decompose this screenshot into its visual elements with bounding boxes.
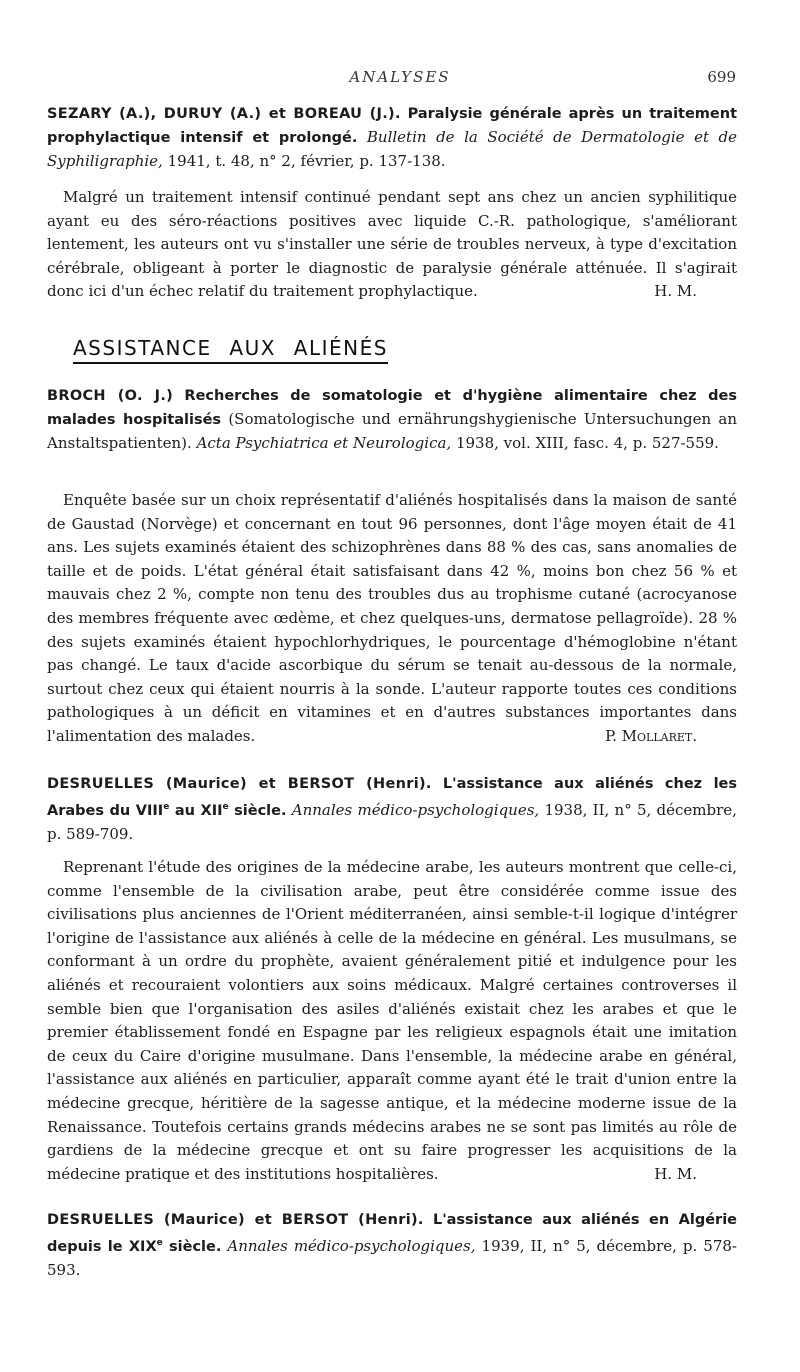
title-part: L'assistance aux aliénés en Algérie depuis le XIX	[47, 1212, 737, 1255]
entry-title: Recherches de somatologie et d'hygiène alimentaire chez des malades hospitalisés	[47, 388, 737, 428]
entry-subtitle: (Somatologische und ernährungshygienische Untersuchungen an Anstaltspatienten).	[47, 410, 737, 452]
title-superscript: e	[222, 802, 229, 812]
signature: H. M.	[654, 282, 697, 301]
reference-entry-2	[47, 384, 737, 455]
signature: P. Mollaret.	[605, 726, 697, 745]
section-heading: ASSISTANCE AUX ALIÉNÉS	[73, 336, 388, 364]
abstract-text: Enquête basée sur un choix représentatif d'aliénés hospitalisés dans la maison de santé de Gaustad (Norvège) et concernant en tout 96 personnes, dont l'âge moyen était de 41 ans. Les sujets examinés étaient des schizophrènes dans 88 % des cas, sans anomalies de taille et de poids. L'état général était satisfaisant dans 42 %, moins bon chez 56 % et mauvais chez 2 %, compte non tenu des troubles dus au trophisme cutané (acrocyanose des membres fréquente avec œdème, et chez quelques-uns, dermatose pellagroïde). 28 % des sujets examinés étaient hypochlorhydriques, le pourcentage d'hémoglobine n'étant pas changé. Le taux d'acide ascorbique du sérum se tenait au-dessous de la normale, surtout chez ceux qui étaient nourris à la sonde. L'auteur rapporte toutes ces conditions pathologiques à un déficit en vitamines et en d'autres substances importantes dans l'alimentation des malades.	[47, 491, 737, 745]
title-superscript: e	[163, 802, 170, 812]
title-part: siècle.	[162, 1238, 222, 1255]
abstract-text: Malgré un traitement intensif continué pendant sept ans chez un ancien syphilitique ayant eu des séro-réactions positives avec liquide C.-R. pathologique, s'améliorant lentement, les auteurs ont vu s'installer une série de troubles nerveux, à type d'excitation cérébrale, obligeant à porter le diagnostic de paralysie générale atténuée. Il s'agirait donc ici d'un échec relatif du traitement prophylactique.	[47, 188, 737, 301]
abstract-1	[47, 186, 737, 304]
entry-journal: Acta Psychiatrica et Neurologica,	[196, 434, 452, 452]
reference-entry-1	[47, 102, 737, 173]
abstract-3	[47, 856, 737, 1186]
page-number: 699	[707, 68, 736, 86]
entry-journal: Bulletin de la Société de Dermatologie et de Syphiligraphie,	[47, 128, 737, 170]
entry-details: 1941, t. 48, n° 2, février, p. 137-138.	[167, 152, 446, 170]
entry-authors: BROCH (O. J.)	[47, 388, 174, 404]
running-title: ANALYSES	[349, 68, 451, 86]
entry-details: 1939, II, n° 5, décembre, p. 578-593.	[47, 1236, 737, 1279]
title-part: siècle.	[228, 802, 287, 819]
entry-authors: SEZARY (A.), DURUY (A.) et BOREAU (J.).	[47, 106, 401, 122]
reference-entry-3	[47, 772, 737, 846]
entry-authors: DESRUELLES (Maurice) et BERSOT (Henri).	[47, 776, 432, 792]
title-superscript: e	[156, 1238, 163, 1248]
abstract-2	[47, 489, 737, 749]
entry-journal: Annales médico-psychologiques,	[227, 1236, 476, 1255]
signature: H. M.	[654, 1164, 697, 1183]
abstract-text: Reprenant l'étude des origines de la médecine arabe, les auteurs montrent que celle-ci, comme l'ensemble de la civilisation arabe, peut être considérée comme issue des civilisations plus anciennes de l'Orient méditerranéen, ainsi semble-t-il logique d'intégrer l'origine de l'assistance aux aliénés à celle de la médecine en général. Les musulmans, se conformant à un ordre du prophète, avaient généralement pitié et indulgence pour les aliénés et recouraient volontiers aux soins médicaux. Malgré certaines controverses il semble bien que l'organisation des asiles d'aliénés existait chez les arabes et que le premier établissement fondé en Espagne par les religieux espagnols était une imitation de ceux du Caire d'origine musulmane. Dans l'ensemble, la médecine arabe en général, l'assistance aux aliénés en particulier, apparaît comme ayant été le trait d'union entre la médecine grecque, héritière de la sagesse antique, et la médecine moderne issue de la Renaissance. Toutefois certains grands médecins arabes ne se sont pas limités au rôle de gardiens de la médecine grecque et ont su faire progresser les acquisitions de la médecine pratique et des institutions hospitalières.	[47, 858, 737, 1183]
title-part: au XII	[169, 802, 223, 819]
title-part: L'assistance aux aliénés chez les Arabes du VIII	[47, 776, 738, 819]
reference-entry-4	[47, 1208, 737, 1282]
entry-title: Paralysie générale après un traitement prophylactique intensif et prolongé.	[47, 106, 738, 146]
entry-authors: DESRUELLES (Maurice) et BERSOT (Henri).	[47, 1212, 424, 1228]
entry-details: 1938, II, n° 5, décembre, p. 589-709.	[47, 800, 737, 843]
entry-journal: Annales médico-psychologiques,	[291, 800, 540, 819]
entry-details: 1938, vol. XIII, fasc. 4, p. 527-559.	[455, 434, 719, 452]
